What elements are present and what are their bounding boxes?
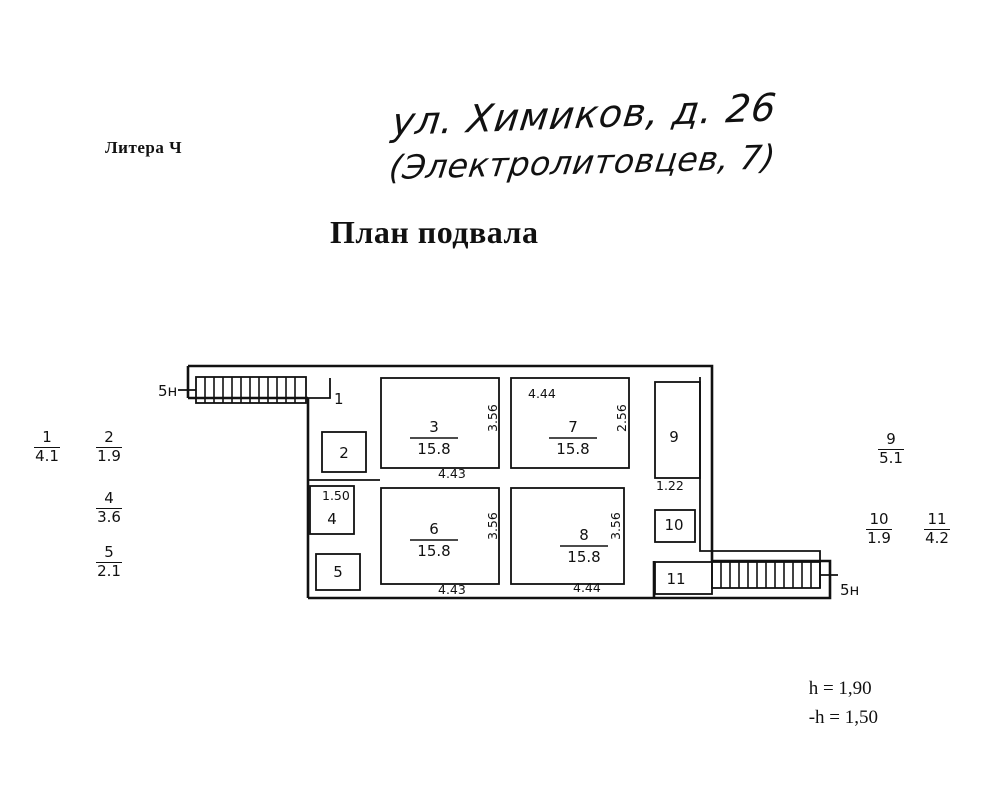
dimension-8-width: 4.44 [573,580,601,595]
room-label-2: 2 [339,444,349,462]
building-outline [188,366,830,598]
fraction-label-10: 10 1.9 [867,510,891,547]
handwritten-address-line2: (Электролитовцев, 7) [386,137,778,188]
room-label-9: 9 [669,428,679,446]
stair-label-5n-left: 5н [158,382,178,400]
interior-partitions [306,378,712,594]
room-label-3: 3 [429,418,439,436]
dimension-7-height: 2.56 [614,404,629,432]
room-area-6: 15.8 [417,542,451,560]
room-label-4: 4 [327,510,337,528]
dimension-8-height: 3.56 [608,512,623,540]
fraction-label-9: 9 5.1 [879,430,903,467]
dimension-3-width: 4.43 [438,466,466,481]
room-label-1: 1 [334,390,344,408]
fraction-label-11: 11 4.2 [925,510,949,547]
dimension-6-width: 4.43 [438,582,466,597]
handwritten-address-line1: ул. Химиков, д. 26 [389,85,780,145]
room-label-7: 7 [568,418,578,436]
height-line-1: h = 1,90 [808,678,872,699]
fraction-label-1: 1 4.1 [35,428,59,465]
room-area-7: 15.8 [556,440,590,458]
dimension-3-height: 3.56 [485,404,500,432]
fraction-label-2: 2 1.9 [97,428,121,465]
dimension-4-width: 1.50 [322,488,350,503]
room-area-3: 15.8 [417,440,451,458]
stair-label-5n-right: 5н [840,581,860,599]
fraction-label-5: 5 2.1 [97,543,121,580]
dimension-6-height: 3.56 [485,512,500,540]
room-label-5: 5 [333,563,343,581]
height-line-2: -h = 1,50 [808,707,878,729]
page-title: План подвала [330,214,539,250]
room-label-10: 10 [664,516,684,534]
room-label-6: 6 [429,520,439,538]
room-label-8: 8 [579,526,589,544]
room-label-11: 11 [666,570,686,588]
dimension-9-width: 1.22 [656,478,684,493]
room-area-8: 15.8 [567,548,601,566]
dimension-7-width: 4.44 [528,386,556,401]
fraction-label-4: 4 3.6 [97,489,121,526]
litera-label: Литера Ч [105,138,183,157]
